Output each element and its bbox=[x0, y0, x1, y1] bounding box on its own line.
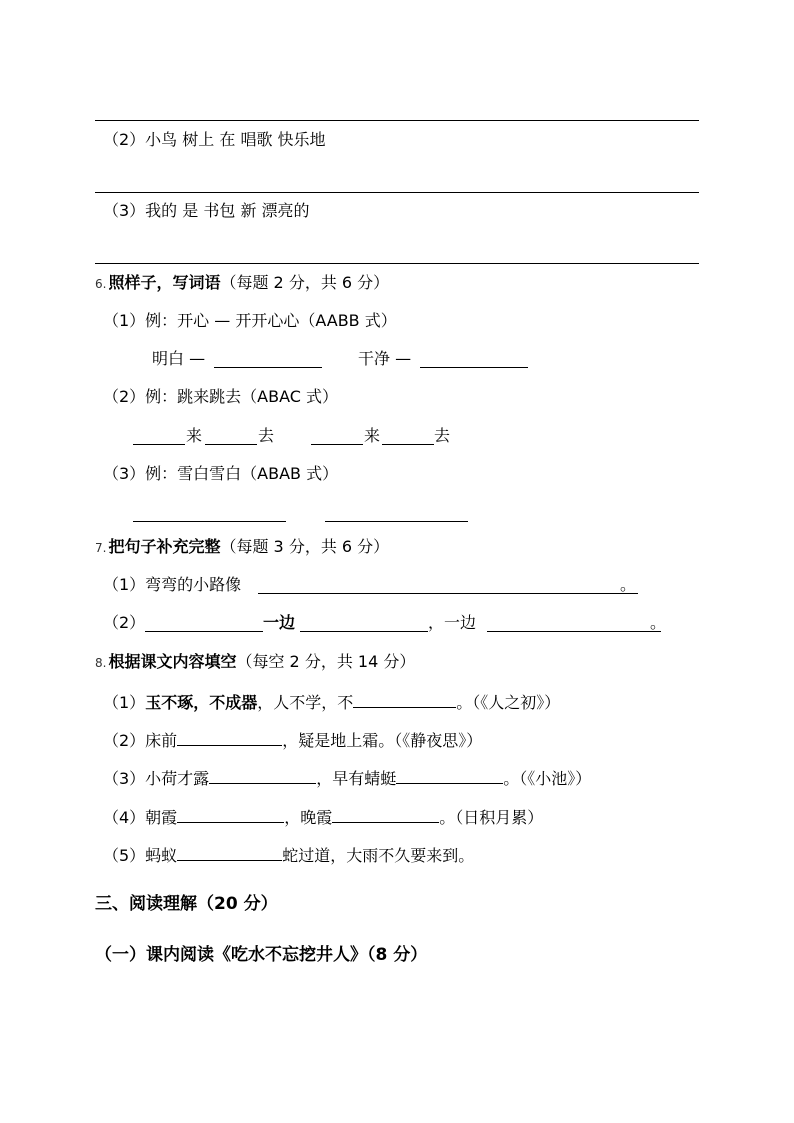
q6-1-prompt-a: 明白 — bbox=[152, 349, 206, 368]
q7-2-blank-1[interactable] bbox=[145, 631, 263, 632]
q7-1-period: 。 bbox=[620, 575, 637, 594]
q6-2-blank-2[interactable] bbox=[205, 444, 257, 445]
q7-2-yibian-1: 一边 bbox=[263, 613, 296, 632]
q6-2-blank-4[interactable] bbox=[382, 444, 434, 445]
q8-2-text: ，疑是地上霜。（《静夜思》） bbox=[282, 731, 483, 750]
q7-2-blank-3[interactable] bbox=[487, 631, 661, 632]
q7-number: 7. bbox=[95, 541, 107, 555]
q6-2-qu-2: 去 bbox=[434, 426, 451, 445]
q6-score: （每题 2 分，共 6 分） bbox=[220, 273, 390, 292]
q8-1-bold-text: 玉不琢，不成器 bbox=[145, 693, 258, 712]
q7-item-1: （1）弯弯的小路像 bbox=[103, 575, 242, 594]
q6-1-prompt-b: 干净 — bbox=[358, 349, 412, 368]
q6-3-blank-1[interactable] bbox=[133, 521, 286, 522]
q6-number: 6. bbox=[95, 277, 107, 291]
answer-line-top bbox=[95, 120, 699, 121]
q8-number: 8. bbox=[95, 656, 107, 670]
q8-4-blank-2[interactable] bbox=[332, 805, 439, 823]
q8-3-source: 。（《小池》） bbox=[503, 769, 592, 788]
q8-1-blank[interactable] bbox=[353, 690, 456, 708]
q8-item-5 bbox=[103, 843, 474, 863]
q6-2-blank-3[interactable] bbox=[311, 444, 363, 445]
q8-4-label: （4）朝霞 bbox=[103, 808, 178, 827]
q6-2-qu-1: 去 bbox=[258, 426, 275, 445]
q8-5-label: （5）蚂蚁 bbox=[103, 846, 178, 865]
q8-4-source: 。（日积月累） bbox=[439, 808, 544, 827]
q6-1-blank-b[interactable] bbox=[420, 367, 528, 368]
q7-title: 把句子补充完整 bbox=[108, 537, 221, 556]
q8-2-label: （2）床前 bbox=[103, 731, 178, 750]
q7-2-period: 。 bbox=[650, 613, 667, 632]
section-3-sub-1: （一）课内阅读《吃水不忘挖井人》（8 分） bbox=[95, 945, 428, 965]
q5-item-3: （3）我的 是 书包 新 漂亮的 bbox=[103, 201, 310, 220]
q8-1-source: 。（《人之初》） bbox=[456, 693, 561, 712]
q8-3-text: ，早有蜻蜓 bbox=[316, 769, 397, 788]
q8-5-blank[interactable] bbox=[177, 843, 282, 861]
q7-heading bbox=[95, 537, 389, 557]
q8-item-3 bbox=[103, 766, 591, 786]
q6-example-2: （2）例：跳来跳去（ABAC 式） bbox=[103, 387, 339, 406]
answer-line-q5-3 bbox=[95, 263, 699, 264]
q8-item-4 bbox=[103, 805, 543, 825]
q6-2-blank-1[interactable] bbox=[133, 444, 185, 445]
q5-item-2: （2）小鸟 树上 在 唱歌 快乐地 bbox=[103, 130, 326, 149]
q8-1-text: ，人不学，不 bbox=[257, 693, 354, 712]
q8-3-blank-1[interactable] bbox=[209, 766, 316, 784]
q8-1-label: （1） bbox=[103, 693, 146, 712]
answer-line-q5-2 bbox=[95, 192, 699, 193]
q8-item-1 bbox=[103, 690, 560, 710]
q8-4-text: ，晚霞 bbox=[284, 808, 333, 827]
q6-2-lai-1: 来 bbox=[186, 426, 203, 445]
q7-score: （每题 3 分，共 6 分） bbox=[220, 537, 390, 556]
q6-heading bbox=[95, 273, 389, 293]
q8-score: （每空 2 分，共 14 分） bbox=[236, 652, 416, 671]
q6-3-blank-2[interactable] bbox=[325, 521, 468, 522]
section-3-title: 三、阅读理解（20 分） bbox=[95, 894, 278, 914]
q6-example-1: （1）例：开心 — 开开心心（AABB 式） bbox=[103, 311, 397, 330]
q6-example-3: （3）例：雪白雪白（ABAB 式） bbox=[103, 464, 339, 483]
q6-title: 照样子，写词语 bbox=[108, 273, 221, 292]
q8-item-2 bbox=[103, 728, 482, 748]
q8-heading bbox=[95, 652, 415, 672]
q6-1-blank-a[interactable] bbox=[214, 367, 322, 368]
q8-4-blank-1[interactable] bbox=[177, 805, 284, 823]
q8-5-text: 蛇过道，大雨不久要来到。 bbox=[282, 846, 475, 865]
q8-2-blank[interactable] bbox=[177, 728, 282, 746]
q7-1-blank[interactable] bbox=[258, 593, 638, 594]
q6-2-lai-2: 来 bbox=[364, 426, 381, 445]
q7-2-blank-2[interactable] bbox=[300, 631, 428, 632]
q8-3-label: （3）小荷才露 bbox=[103, 769, 210, 788]
q7-2-yibian-2: ，一边 bbox=[428, 613, 477, 632]
q7-item-2-label: （2） bbox=[103, 613, 146, 632]
q8-title: 根据课文内容填空 bbox=[108, 652, 237, 671]
q8-3-blank-2[interactable] bbox=[396, 766, 503, 784]
